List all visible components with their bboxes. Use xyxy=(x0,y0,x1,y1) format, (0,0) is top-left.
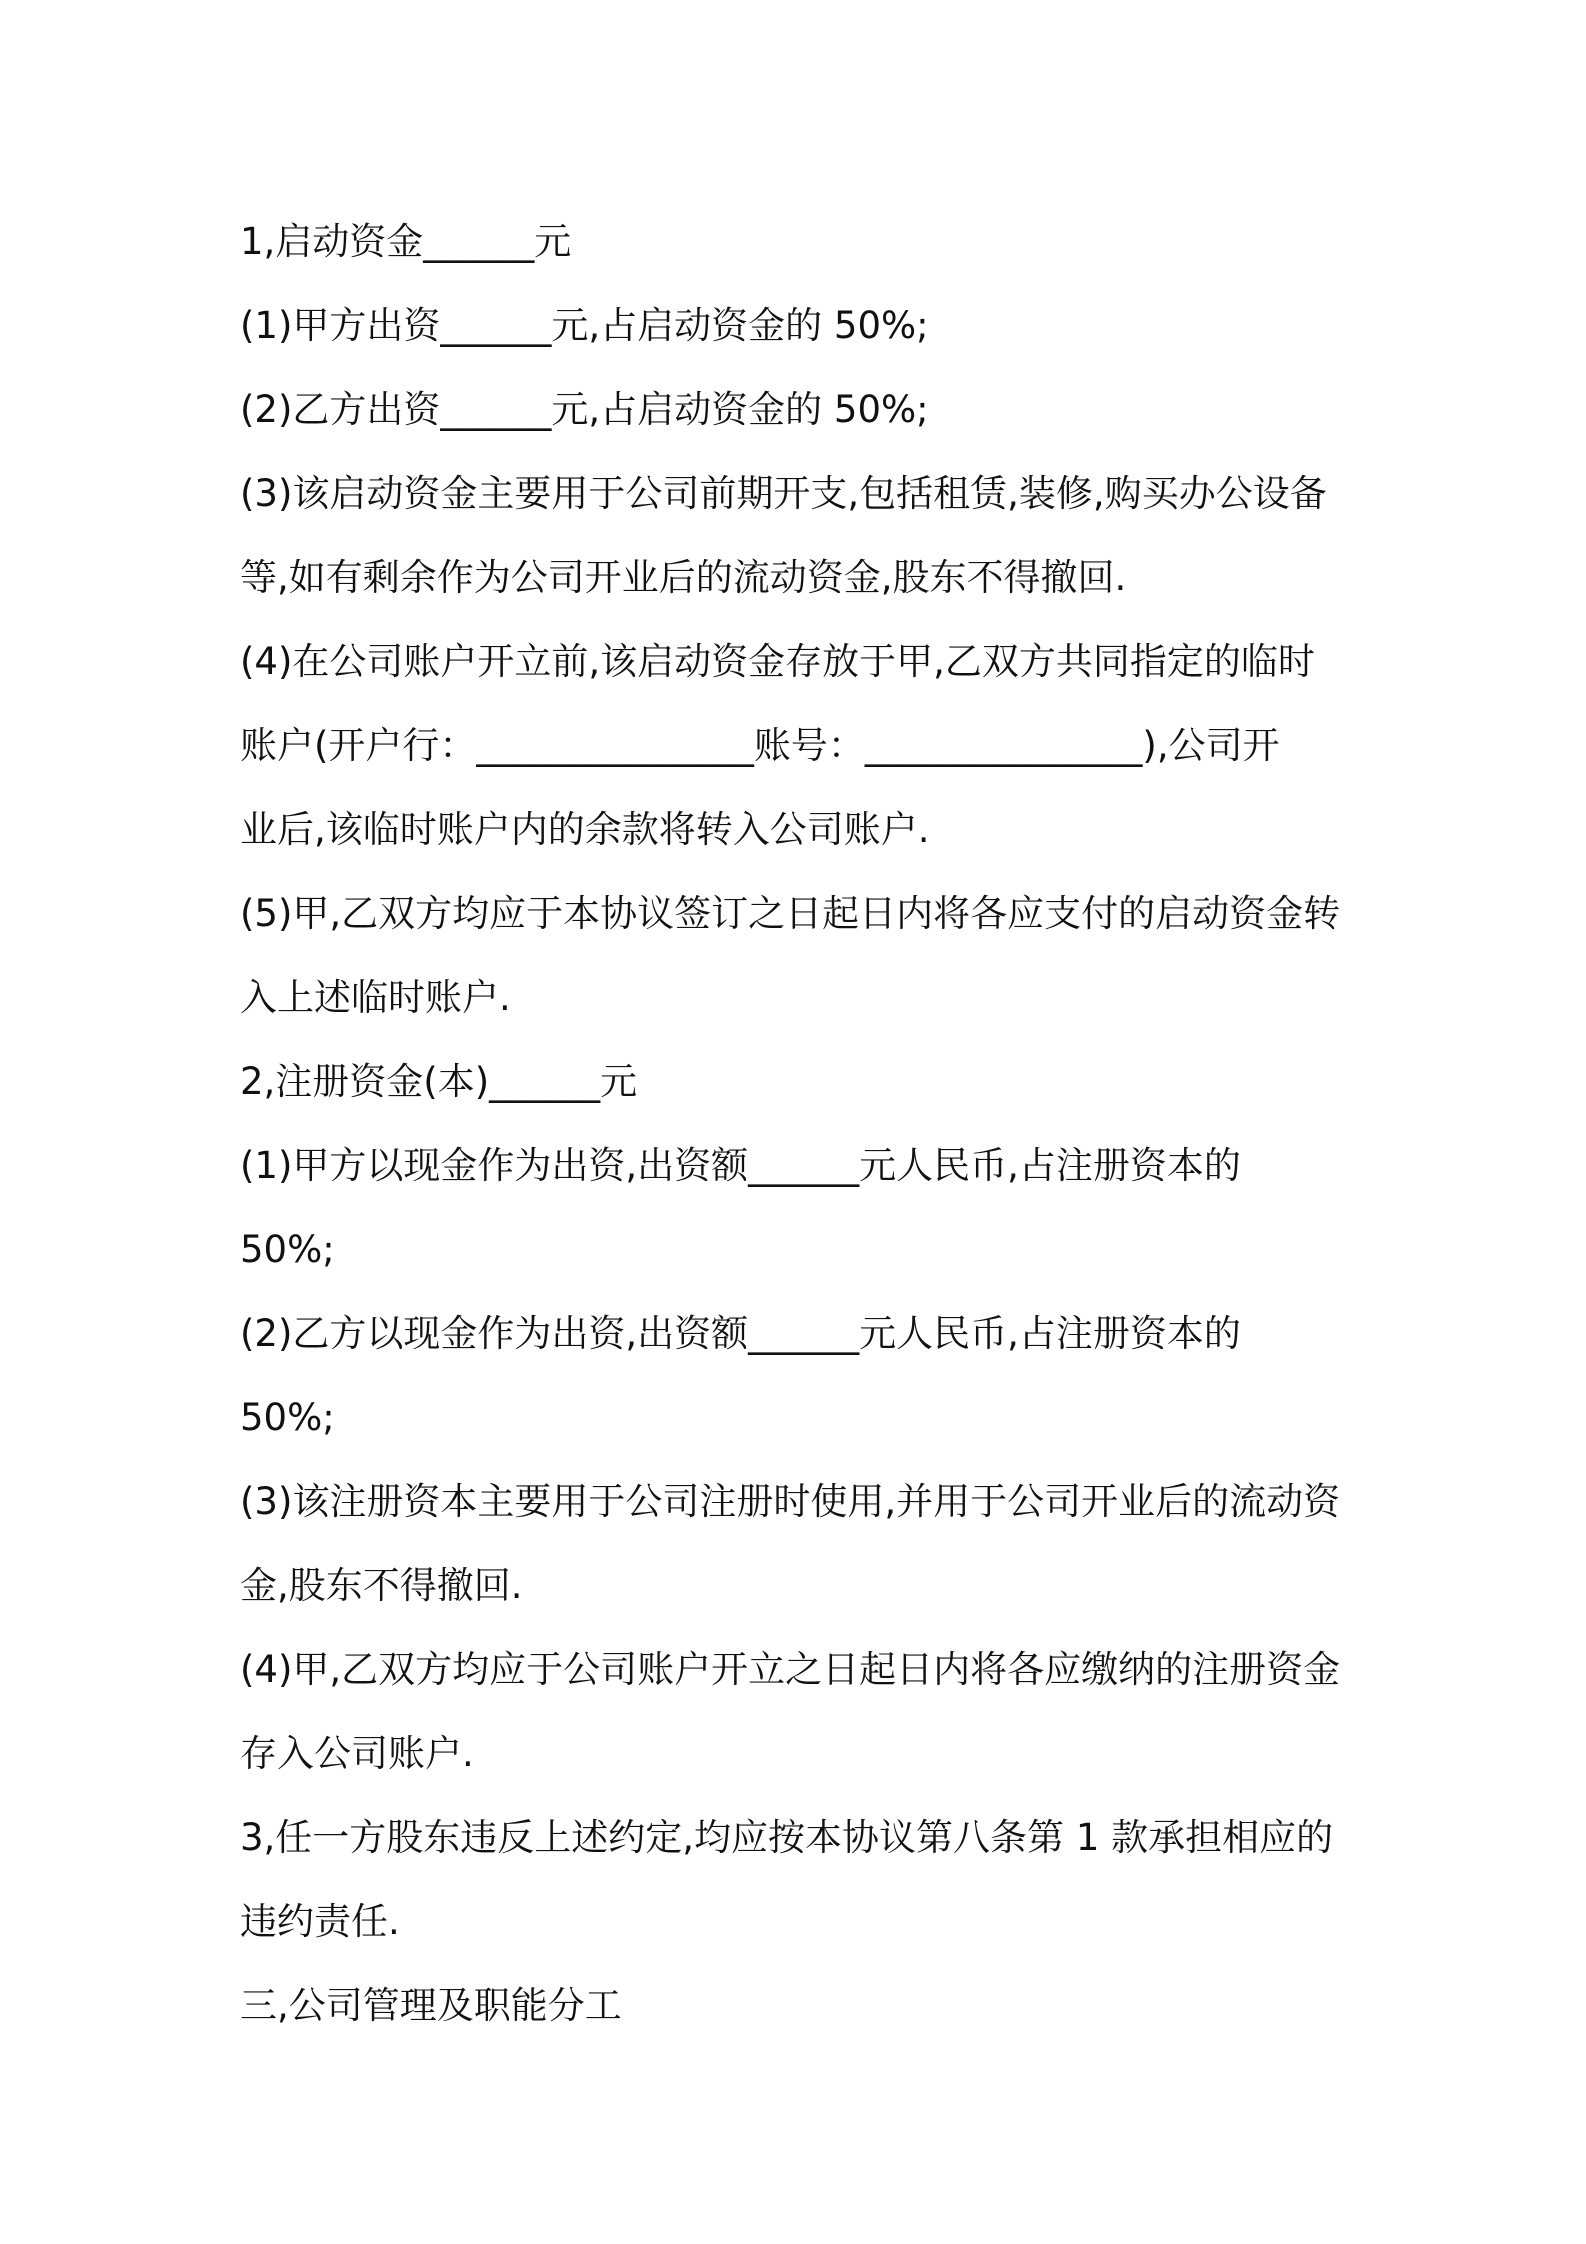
text-line: (3)该启动资金主要用于公司前期开支,包括租赁,装修,购买办公设备 xyxy=(240,472,1327,515)
text-line: (2)乙方以现金作为出资,出资额______元人民币,占注册资本的 xyxy=(240,1312,1241,1355)
text-line: 1,启动资金______元 xyxy=(240,220,572,263)
text-line: 存入公司账户. xyxy=(240,1732,474,1775)
document-body xyxy=(240,200,1350,2048)
text-line: 入上述临时账户. xyxy=(240,976,511,1019)
text-line: (4)甲,乙双方均应于公司账户开立之日起日内将各应缴纳的注册资金 xyxy=(240,1648,1341,1691)
text-line: (1)甲方以现金作为出资,出资额______元人民币,占注册资本的 xyxy=(240,1144,1241,1187)
text-line: (5)甲,乙双方均应于本协议签订之日起日内将各应支付的启动资金转 xyxy=(240,892,1341,935)
text-line: 50%; xyxy=(240,1228,335,1271)
text-line: (2)乙方出资______元,占启动资金的 50%; xyxy=(240,388,929,431)
text-line: 等,如有剩余作为公司开业后的流动资金,股东不得撤回. xyxy=(240,556,1127,599)
text-line: 违约责任. xyxy=(240,1900,400,1943)
text-line: 3,任一方股东违反上述约定,均应按本协议第八条第 1 款承担相应的 xyxy=(240,1816,1334,1859)
text-line: 2,注册资金(本)______元 xyxy=(240,1060,638,1103)
text-line: 金,股东不得撤回. xyxy=(240,1564,523,1607)
text-line: (4)在公司账户开立前,该启动资金存放于甲,乙双方共同指定的临时 xyxy=(240,640,1315,683)
section-heading: 三,公司管理及职能分工 xyxy=(240,1984,622,2027)
text-line: 账户(开户行：_______________账号：_______________),公司开 xyxy=(240,724,1280,767)
text-line: 业后,该临时账户内的余款将转入公司账户. xyxy=(240,808,930,851)
text-line: (3)该注册资本主要用于公司注册时使用,并用于公司开业后的流动资 xyxy=(240,1480,1341,1523)
text-line: (1)甲方出资______元,占启动资金的 50%; xyxy=(240,304,929,347)
text-line: 50%; xyxy=(240,1396,335,1439)
